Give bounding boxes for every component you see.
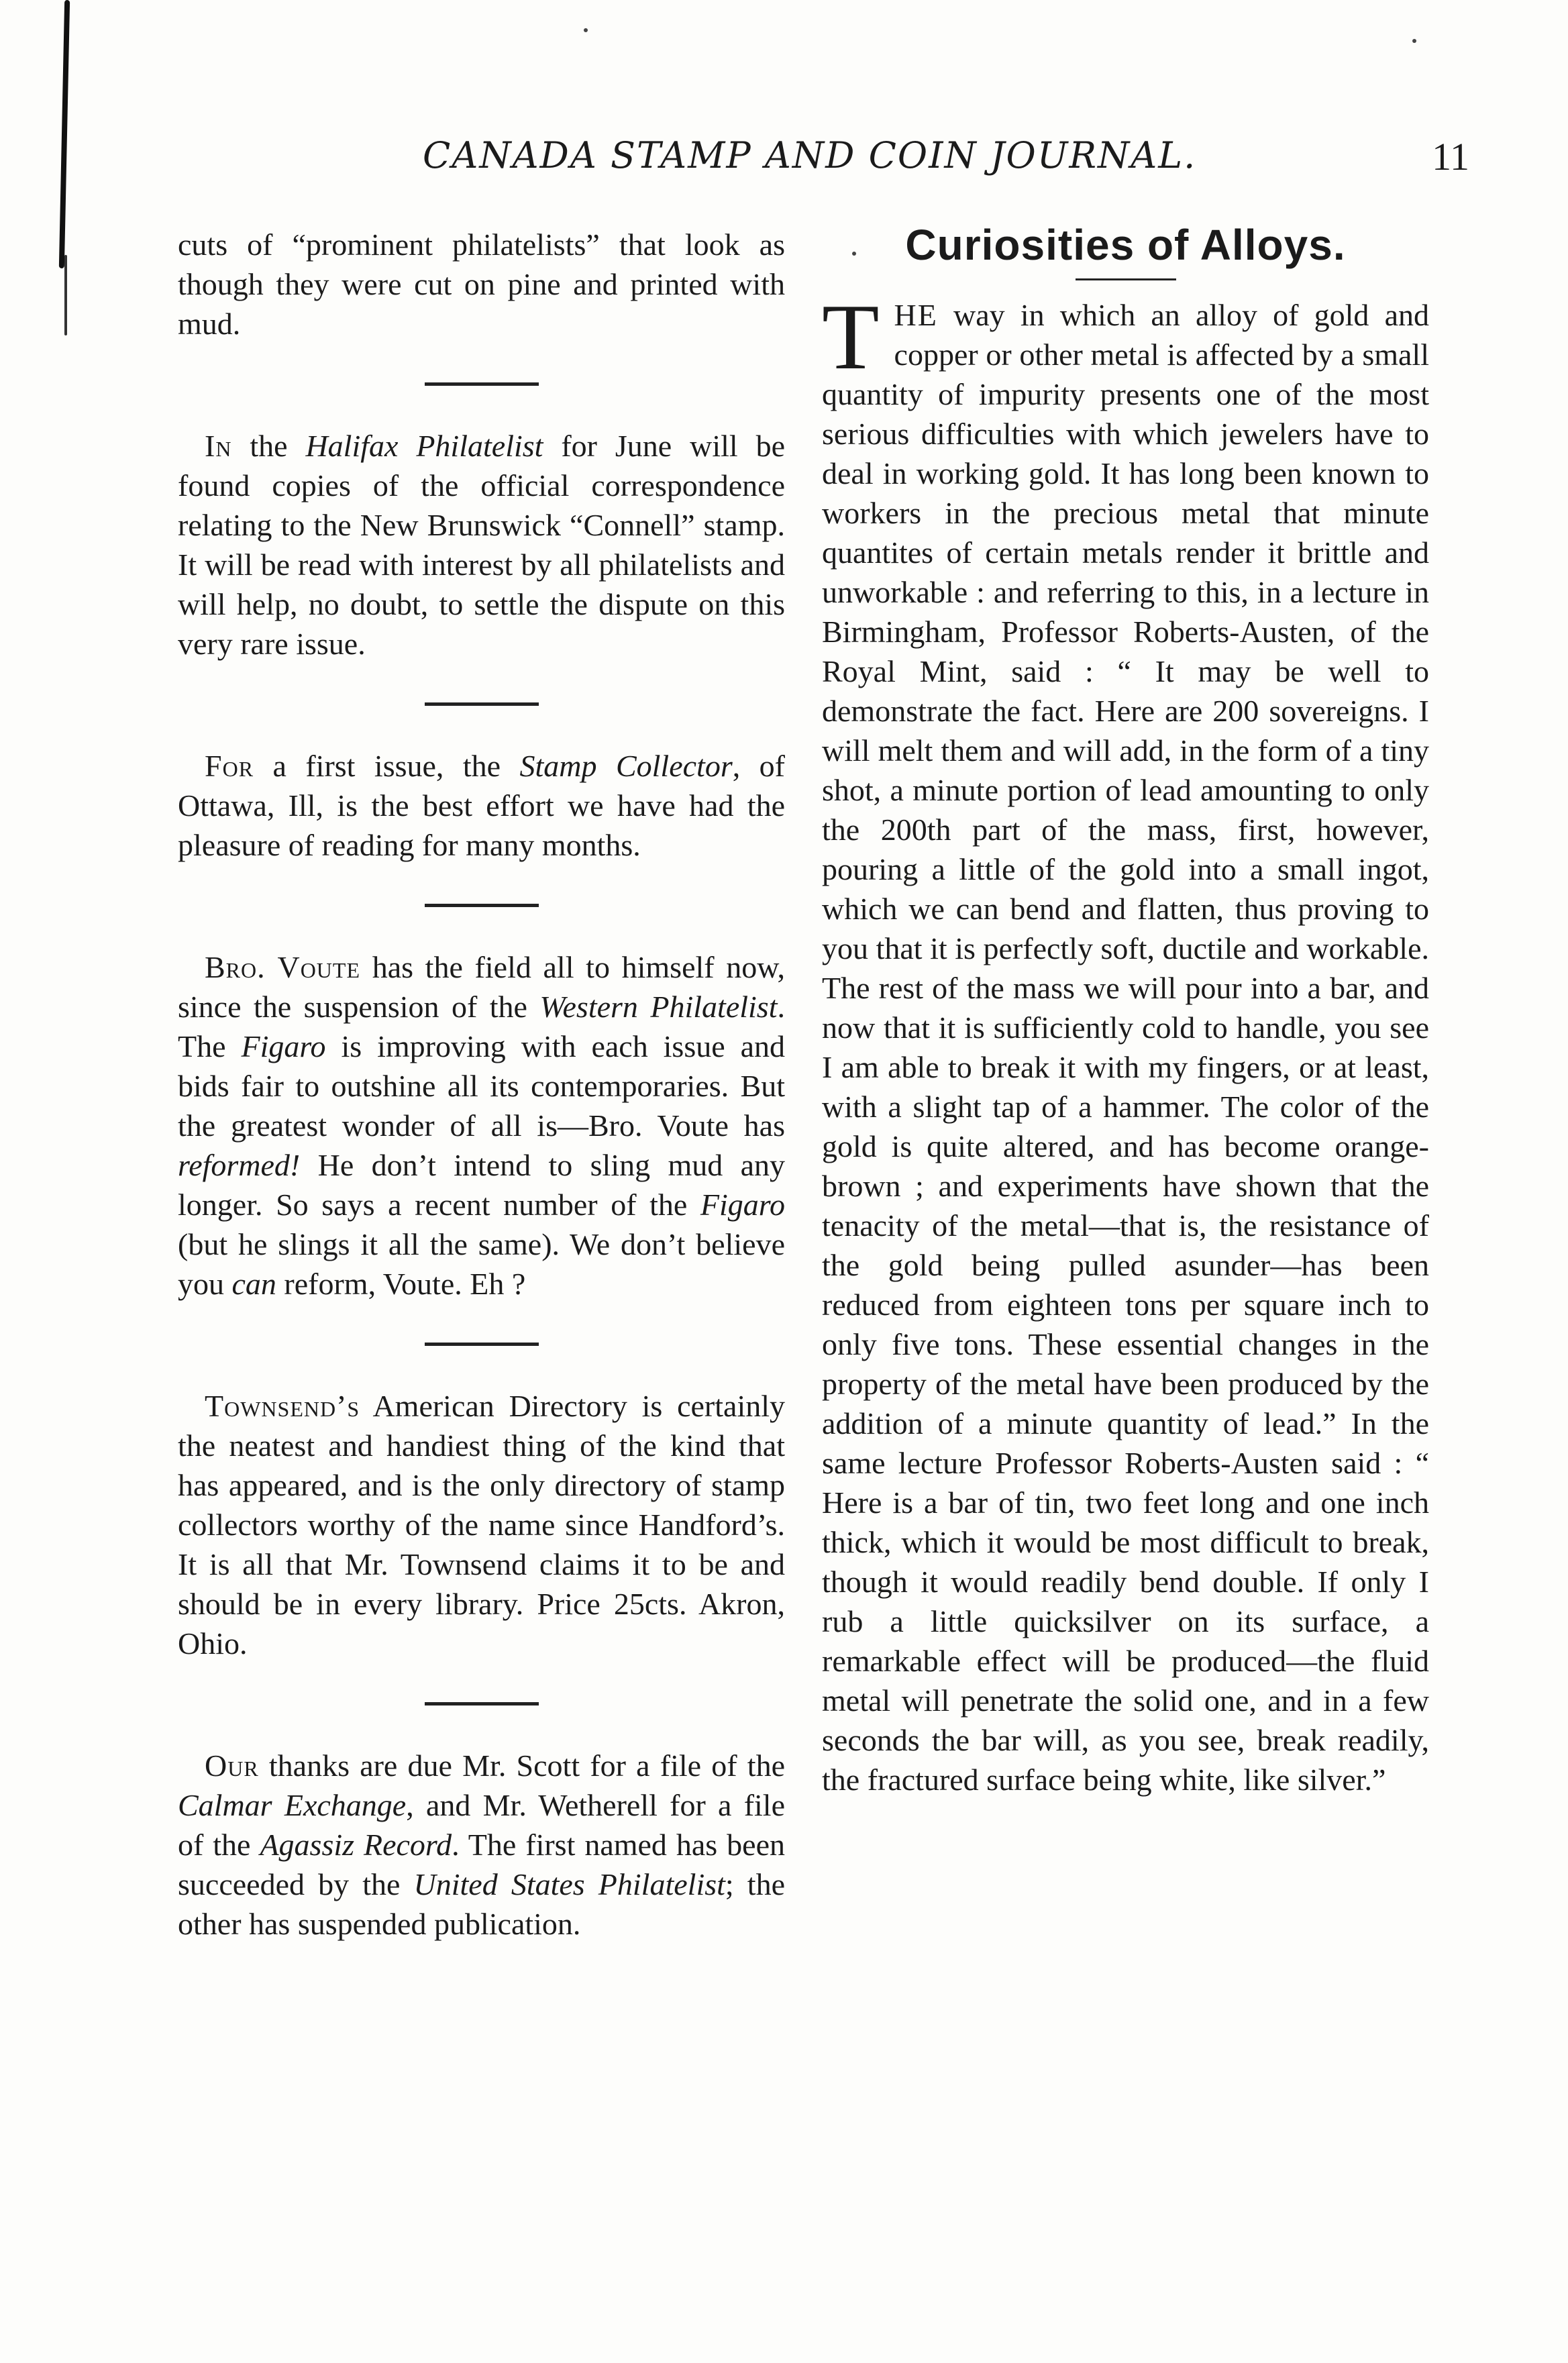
section-rule xyxy=(425,382,539,386)
paragraph-lead: Bro. Voute xyxy=(205,950,361,984)
publication-title: Stamp Collector xyxy=(519,749,733,783)
paragraph-stamp-collector: For a first issue, the Stamp Collector, of Ottawa, Ill, is the best effort we have had the pleasure of reading for many months. xyxy=(178,749,786,862)
emphasis: reformed! xyxy=(178,1148,301,1182)
paragraph-continued: cuts of “prominent philatelists” that look as though they were cut on pine and printed with mud. xyxy=(178,227,785,341)
publication-title: Figaro xyxy=(241,1029,326,1063)
paragraph-thanks: Our thanks are due Mr. Scott for a file of the Calmar Exchange, and Mr. Wetherell for a file of the Agassiz Record. The first named has been succeeded by the United States Philatelist; the other has suspended publication. xyxy=(178,1748,786,1941)
section-rule xyxy=(425,1343,539,1346)
publication-title: Calmar Exchange xyxy=(178,1788,407,1822)
publication-title: Halifax Philatelist xyxy=(305,429,543,463)
publication-title: United States Philatelist xyxy=(413,1867,725,1901)
right-column xyxy=(822,221,1429,1799)
left-column xyxy=(178,225,785,1944)
publication-title: Figaro xyxy=(700,1188,785,1222)
title-rule xyxy=(1076,278,1176,280)
first-word: HE xyxy=(894,298,938,332)
paragraph-bro-voute: Bro. Voute has the field all to himself now, since the suspension of the Western Philatelist. The Figaro is improving with each issue and bids fair to outshine all its contemporaries. But the greatest wonder of all is—Bro. Voute has reformed! He don’t intend to sling mud any longer. So says a recent number of the Figaro (but he slings it all the same). We don’t believe you can reform, Voute. Eh ? xyxy=(178,950,786,1301)
paragraph-townsend-directory: Townsend’s American Directory is certainly the neatest and handiest thing of the kind that has appeared, and is the only directory of stamp collectors worthy of the name since Handford’s. It is all that Mr. Townsend claims it to be and should be in every library. Price 25cts. Akron, Ohio. xyxy=(178,1389,785,1661)
paragraph-lead: Townsend’s xyxy=(205,1389,360,1423)
section-rule xyxy=(425,1702,539,1705)
publication-title: Agassiz Record xyxy=(260,1828,452,1862)
scan-speck xyxy=(584,28,588,32)
scan-speck xyxy=(1412,39,1416,43)
binding-edge-line xyxy=(59,0,70,268)
article-title: Curiosities of Alloys. xyxy=(905,221,1346,269)
paragraph-halifax-philatelist: In the Halifax Philatelist for June will be found copies of the official correspondence relating to the New Brunswick “Connell” stamp. It will be read with interest by all philatelists and will help, no doubt, to settle the dispute on this very rare issue. xyxy=(178,429,785,661)
publication-title: Western Philatelist xyxy=(539,990,778,1024)
emphasis: can xyxy=(231,1267,276,1301)
paragraph-lead: For xyxy=(205,749,254,783)
paragraph-lead: In xyxy=(205,429,232,463)
page-number: 11 xyxy=(1432,135,1469,178)
section-rule xyxy=(425,702,539,706)
running-header xyxy=(416,134,1489,188)
running-title: CANADA STAMP AND COIN JOURNAL. xyxy=(423,134,1197,176)
binding-edge-line-lower xyxy=(64,255,67,335)
section-rule xyxy=(425,904,539,907)
drop-cap: T xyxy=(822,285,880,389)
article-body: THE way in which an alloy of gold and copper or other metal is affected by a small quantity of impurity presents one of the most serious difficulties with which jewelers have to deal in working gold. It has long been known to workers in the precious metal that minute quantites of certain metals render it brittle and unworkable : and referring to this, in a lecture in Birmingham, Professor Roberts-Austen, of the Royal Mint, said : “ It may be well to demonstrate the fact. Here are 200 sovereigns. I will melt them and will add, in the form of a tiny shot, a minute portion of lead amounting to only the 200th part of the mass, first, however, pouring a little of the gold into a small ingot, which we can bend and flatten, thus proving to you that it is perfectly soft, ductile and workable. The rest of the mass we will pour into a bar, and now that it is sufficiently cold to handle, you see I am able to break it with my fingers, or at least, with a slight tap of a hammer. The color of the gold is quite altered, and has become orange-brown ; and experiments have shown that the tenacity of the metal—that is, the resistance of the gold being pulled asunder—has been reduced from eighteen tons per square inch to only five tons. These essential changes in the property of the metal have been produced by the addition of a minute quantity of lead.” In the same lecture Professor Roberts-Austen said : “ Here is a bar of tin, two feet long and one inch thick, which it would be most difficult to break, though it would readily bend double. If only I rub a little quicksilver on its surface, a remarkable effect will be produced—the fluid metal will penetrate the solid one, and in a few seconds the bar will, as you see, break readily, the fractured surface being white, like silver.” xyxy=(822,285,1429,1797)
paragraph-lead: Our xyxy=(205,1748,259,1783)
